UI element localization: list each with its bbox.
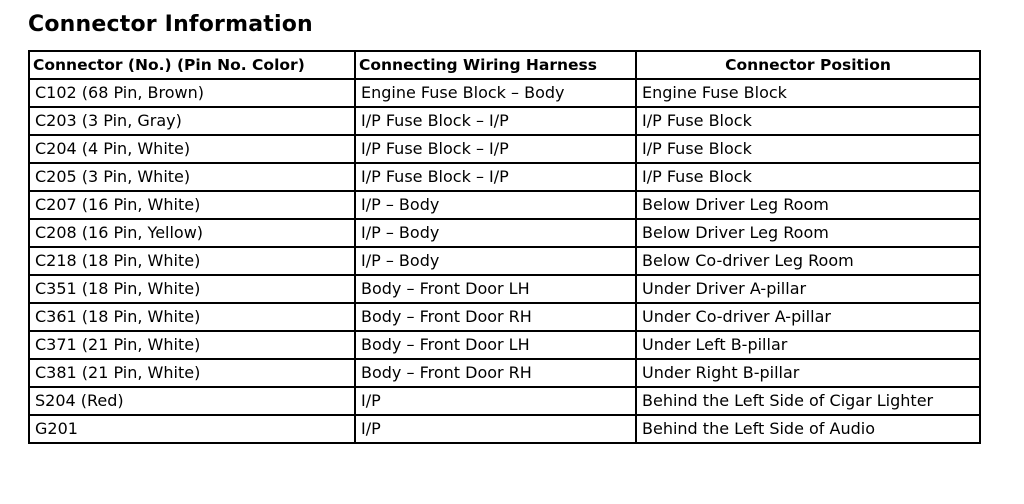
table-row [29,275,980,303]
table-row [29,247,980,275]
cell-connector: C351 (18 Pin, White) [29,275,355,303]
table-row [29,135,980,163]
cell-connector-position: Below Co-driver Leg Room [636,247,980,275]
cell-connector-position: I/P Fuse Block [636,107,980,135]
cell-connector-position: Under Right B-pillar [636,359,980,387]
cell-wiring-harness: I/P Fuse Block – I/P [355,163,636,191]
cell-wiring-harness: Engine Fuse Block – Body [355,79,636,107]
table-row [29,79,980,107]
cell-connector-position: Engine Fuse Block [636,79,980,107]
cell-connector: C208 (16 Pin, Yellow) [29,219,355,247]
cell-connector: C218 (18 Pin, White) [29,247,355,275]
table-row [29,331,980,359]
table-header-row [29,51,980,79]
cell-wiring-harness: Body – Front Door LH [355,275,636,303]
cell-wiring-harness: Body – Front Door RH [355,359,636,387]
cell-wiring-harness: I/P – Body [355,191,636,219]
cell-wiring-harness: Body – Front Door LH [355,331,636,359]
header-connector: Connector (No.) (Pin No. Color) [29,51,355,79]
cell-connector: C102 (68 Pin, Brown) [29,79,355,107]
cell-connector-position: Below Driver Leg Room [636,191,980,219]
table-row [29,163,980,191]
cell-connector: C371 (21 Pin, White) [29,331,355,359]
cell-wiring-harness: I/P [355,387,636,415]
cell-connector: C205 (3 Pin, White) [29,163,355,191]
cell-connector: S204 (Red) [29,387,355,415]
page-title: Connector Information [28,12,313,37]
cell-connector: C207 (16 Pin, White) [29,191,355,219]
cell-connector: G201 [29,415,355,443]
table-row [29,219,980,247]
table-row [29,359,980,387]
cell-connector: C361 (18 Pin, White) [29,303,355,331]
table-row [29,303,980,331]
cell-connector-position: Behind the Left Side of Cigar Lighter [636,387,980,415]
cell-connector: C203 (3 Pin, Gray) [29,107,355,135]
cell-wiring-harness: I/P Fuse Block – I/P [355,135,636,163]
cell-connector-position: Under Left B-pillar [636,331,980,359]
cell-wiring-harness: I/P [355,415,636,443]
cell-wiring-harness: Body – Front Door RH [355,303,636,331]
cell-connector-position: Behind the Left Side of Audio [636,415,980,443]
header-wiring-harness: Connecting Wiring Harness [355,51,636,79]
table-row [29,415,980,443]
cell-connector-position: I/P Fuse Block [636,163,980,191]
connector-table [28,50,981,444]
table-row [29,387,980,415]
cell-connector-position: Below Driver Leg Room [636,219,980,247]
cell-connector-position: Under Co-driver A-pillar [636,303,980,331]
table-row [29,107,980,135]
header-connector-position: Connector Position [636,51,980,79]
cell-connector: C204 (4 Pin, White) [29,135,355,163]
cell-connector-position: Under Driver A-pillar [636,275,980,303]
cell-wiring-harness: I/P Fuse Block – I/P [355,107,636,135]
table-row [29,191,980,219]
cell-wiring-harness: I/P – Body [355,247,636,275]
cell-wiring-harness: I/P – Body [355,219,636,247]
cell-connector: C381 (21 Pin, White) [29,359,355,387]
cell-connector-position: I/P Fuse Block [636,135,980,163]
